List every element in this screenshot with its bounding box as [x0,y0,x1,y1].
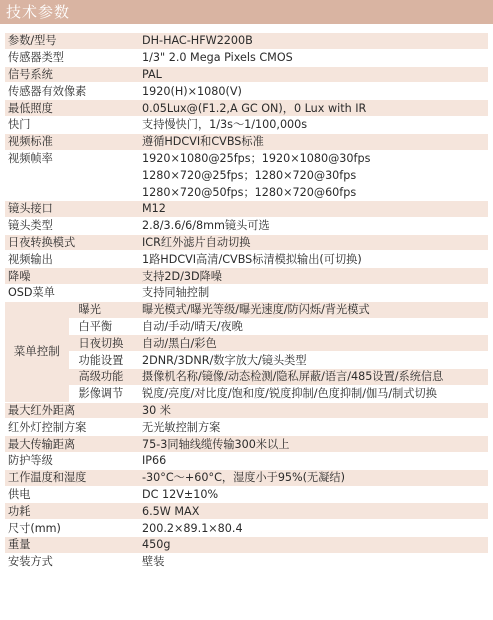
spec-value: IP66 [132,452,488,469]
spec-label: 最低照度 [5,100,132,117]
spec-label: 传感器有效像素 [5,83,132,100]
spec-row [5,83,488,100]
spec-label: 供电 [5,486,132,503]
spec-value: 1920×1080@25fps；1920×1080@30fps [132,150,488,167]
spec-row [5,133,488,150]
spec-label: 镜头类型 [5,217,132,234]
spec-value: 75-3同轴线缆传输300米以上 [132,436,488,453]
spec-label: 工作温度和湿度 [5,469,132,486]
spec-label [5,167,132,184]
spec-value: PAL [132,66,488,83]
menu-item-label: 影像调节 [69,385,133,402]
section-header [0,0,493,24]
spec-value: DC 12V±10% [132,486,488,503]
spec-label [5,184,132,201]
spec-value: 30 米 [132,402,488,419]
menu-row [5,335,488,352]
spec-value: 450g [132,536,488,553]
spec-row [5,49,488,66]
spec-value: 支持2D/3D降噪 [132,268,488,285]
menu-item-value: 锐度/亮度/对比度/饱和度/锐度抑制/色度抑制/伽马/制式切换 [132,385,488,402]
spec-row [5,469,488,486]
spec-label: 最大传输距离 [5,436,132,453]
spec-label: 快门 [5,116,132,133]
spec-label: 防护等级 [5,452,132,469]
spec-value: 壁装 [132,553,488,570]
spec-row [5,436,488,453]
spec-row [5,503,488,520]
spec-label: 安装方式 [5,553,132,570]
menu-item-value: 自动/手动/晴天/夜晚 [132,318,488,335]
spec-value: 1/3" 2.0 Mega Pixels CMOS [132,49,488,66]
spec-row [5,553,488,570]
menu-item-label: 高级功能 [69,368,133,385]
spec-label: 最大红外距离 [5,402,132,419]
spec-value: 1280×720@25fps；1280×720@30fps [132,167,488,184]
spec-row [5,184,488,201]
spec-label: OSD菜单 [5,284,132,301]
spec-value: 1280×720@50fps；1280×720@60fps [132,184,488,201]
spec-label: 镜头接口 [5,200,132,217]
spec-row [5,234,488,251]
spec-value: 1路HDCVI高清/CVBS标清模拟输出(可切换) [132,251,488,268]
menu-item-value: 曝光模式/曝光等级/曝光速度/防闪烁/背光模式 [132,301,488,318]
spec-value: 支持同轴控制 [132,284,488,301]
spec-value: -30°C～+60°C，湿度小于95%(无凝结) [132,469,488,486]
menu-item-label: 功能设置 [69,352,133,369]
spec-value: 200.2×89.1×80.4 [132,520,488,537]
spec-label: 日夜转换模式 [5,234,132,251]
spec-row [5,200,488,217]
spec-label: 视频帧率 [5,150,132,167]
spec-label: 视频标准 [5,133,132,150]
menu-row [5,301,488,318]
spec-row [5,116,488,133]
spec-label: 红外灯控制方案 [5,419,132,436]
menu-row [5,352,488,369]
spec-value: 支持慢快门，1/3s～1/100,000s [132,116,488,133]
spec-row [5,520,488,537]
spec-value: DH-HAC-HFW2200B [132,33,488,49]
spec-value: 遵循HDCVI和CVBS标准 [132,133,488,150]
spec-row [5,66,488,83]
spec-label: 降噪 [5,268,132,285]
spec-table [5,33,488,571]
menu-item-value: 摄像机名称/镜像/动态检测/隐私屏蔽/语言/485设置/系统信息 [132,368,488,385]
spec-value: 0.05Lux@(F1.2,A GC ON)，0 Lux with IR [132,100,488,117]
spec-label: 参数/型号 [5,33,132,49]
spec-row [5,167,488,184]
spec-value: 6.5W MAX [132,503,488,520]
menu-group-label: 菜单控制 [5,301,69,402]
spec-row [5,284,488,301]
menu-row [5,385,488,402]
spec-row [5,536,488,553]
spec-row [5,452,488,469]
spec-row [5,402,488,419]
spec-row [5,100,488,117]
spec-value: 1920(H)×1080(V) [132,83,488,100]
spec-label: 传感器类型 [5,49,132,66]
menu-item-label: 日夜切换 [69,335,133,352]
menu-row [5,368,488,385]
spec-row [5,486,488,503]
spec-row [5,268,488,285]
spec-value: 2.8/3.6/6/8mm镜头可选 [132,217,488,234]
spec-value: 无光敏控制方案 [132,419,488,436]
spec-label: 尺寸(mm) [5,520,132,537]
menu-item-value: 2DNR/3DNR/数字放大/镜头类型 [132,352,488,369]
spec-row [5,33,488,49]
menu-item-label: 曝光 [69,301,133,318]
spec-value: ICR红外滤片自动切换 [132,234,488,251]
menu-item-label: 白平衡 [69,318,133,335]
spec-row [5,217,488,234]
spec-row [5,251,488,268]
spec-label: 视频输出 [5,251,132,268]
spec-label: 功耗 [5,503,132,520]
spec-label: 信号系统 [5,66,132,83]
spec-value: M12 [132,200,488,217]
spec-label: 重量 [5,536,132,553]
menu-row [5,318,488,335]
menu-item-value: 自动/黑白/彩色 [132,335,488,352]
spec-row [5,419,488,436]
spec-row [5,150,488,167]
section-title: 技术参数 [6,3,71,21]
